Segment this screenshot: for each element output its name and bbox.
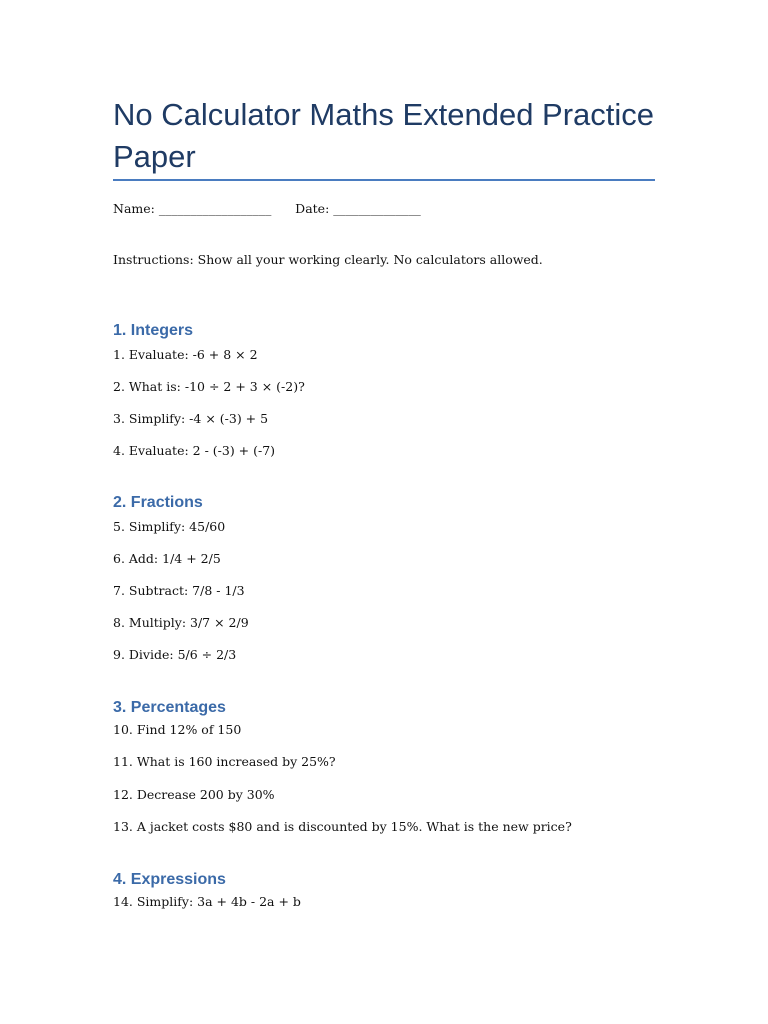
- name-field: Name: __________________: [113, 201, 272, 216]
- section-heading-percentages: 3. Percentages: [113, 699, 226, 716]
- question-item: 1. Evaluate: -6 + 8 × 2: [113, 347, 258, 362]
- section-heading-integers: 1. Integers: [113, 322, 194, 339]
- section-heading-expressions: 4. Expressions: [113, 871, 226, 888]
- question-item: 11. What is 160 increased by 25%?: [113, 754, 336, 769]
- question-item: 2. What is: -10 ÷ 2 + 3 × (-2)?: [113, 379, 305, 394]
- name-date-line: [113, 201, 421, 216]
- question-item: 13. A jacket costs $80 and is discounted by 15%. What is the new price?: [113, 819, 572, 834]
- question-item: 7. Subtract: 7/8 - 1/3: [113, 583, 245, 598]
- question-item: 14. Simplify: 3a + 4b - 2a + b: [113, 894, 301, 909]
- question-item: 3. Simplify: -4 × (-3) + 5: [113, 411, 269, 426]
- question-item: 12. Decrease 200 by 30%: [113, 787, 275, 802]
- question-item: 5. Simplify: 45/60: [113, 519, 226, 534]
- date-field: Date: ______________: [295, 201, 421, 216]
- question-item: 9. Divide: 5/6 ÷ 2/3: [113, 647, 237, 662]
- title-underline: [113, 179, 655, 181]
- page-title: No Calculator Maths Extended Practice Paper: [113, 97, 655, 174]
- instructions: Instructions: Show all your working clearly. No calculators allowed.: [113, 252, 543, 267]
- question-item: 6. Add: 1/4 + 2/5: [113, 551, 221, 566]
- question-item: 8. Multiply: 3/7 × 2/9: [113, 615, 249, 630]
- question-item: 4. Evaluate: 2 - (-3) + (-7): [113, 443, 276, 458]
- question-item: 10. Find 12% of 150: [113, 722, 242, 737]
- section-heading-fractions: 2. Fractions: [113, 494, 203, 511]
